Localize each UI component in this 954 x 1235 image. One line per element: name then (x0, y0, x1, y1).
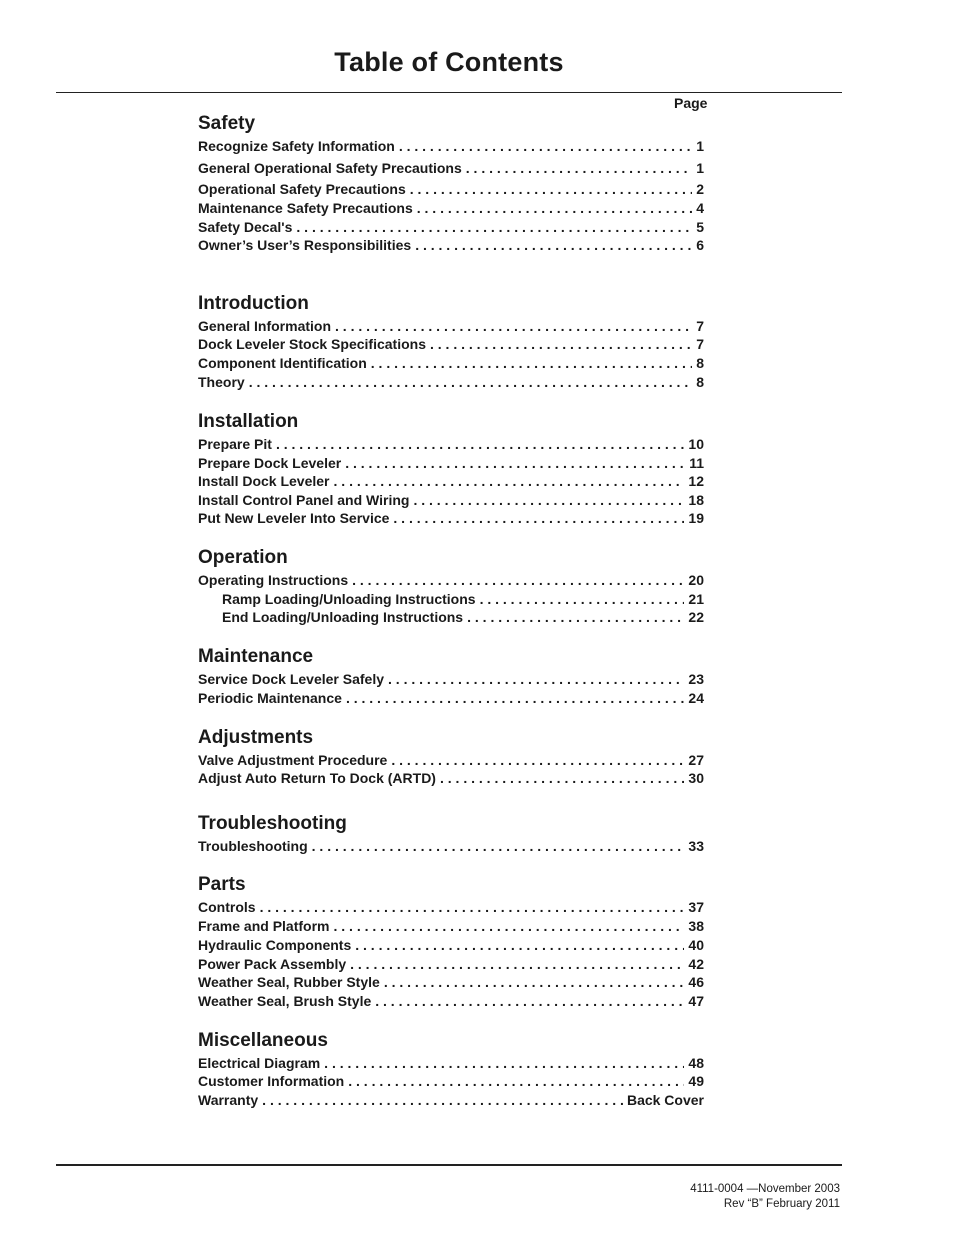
toc-entry[interactable]: Put New Leveler Into Service . . . 19 (198, 510, 704, 527)
toc-entry[interactable]: Component Identification . . . 8 (198, 355, 704, 372)
toc-entry[interactable]: Install Control Panel and Wiring . . . 18 (198, 492, 704, 509)
toc-entry[interactable]: General Operational Safety Precautions . . . 1 (198, 160, 704, 177)
toc-entry[interactable]: Recognize Safety Information . . . 1 (198, 138, 704, 155)
section-heading-safety: Safety (198, 113, 256, 134)
toc-entry[interactable]: Safety Decal's . . . 5 (198, 219, 704, 236)
toc-entry[interactable]: Operational Safety Precautions . . . 2 (198, 181, 704, 198)
toc-entry[interactable]: Theory . . . 8 (198, 374, 704, 391)
page-title: Table of Contents (334, 47, 564, 77)
section-heading-miscellaneous: Miscellaneous (198, 1030, 328, 1051)
document-footer (690, 1182, 840, 1212)
section-heading-troubleshooting: Troubleshooting (198, 813, 347, 834)
toc-entry[interactable]: Electrical Diagram . . . 48 (198, 1055, 704, 1072)
toc-entry[interactable]: Valve Adjustment Procedure . . . 27 (198, 752, 704, 769)
toc-entry[interactable]: Operating Instructions . . . 20 (198, 572, 704, 589)
toc-entry[interactable]: Dock Leveler Stock Specifications . . . 7 (198, 336, 704, 353)
doc-number-date: 4111-0004 —November 2003 (690, 1183, 840, 1195)
revision-date: Rev “B” February 2011 (723, 1198, 840, 1210)
toc-entry[interactable]: Periodic Maintenance . . . 24 (198, 690, 704, 707)
toc-entry[interactable]: Warranty . . . Back Cover (198, 1092, 704, 1109)
bottom-divider (56, 1164, 842, 1166)
toc-entry[interactable]: Adjust Auto Return To Dock (ARTD) . . . 30 (198, 770, 704, 787)
section-heading-introduction: Introduction (198, 293, 309, 314)
toc-entry[interactable]: Troubleshooting . . . 33 (198, 838, 704, 855)
toc-entry[interactable]: Prepare Dock Leveler . . . 11 (198, 455, 704, 472)
toc-entry[interactable]: Ramp Loading/Unloading Instructions . . . 21 (222, 591, 704, 608)
toc-entry[interactable]: Customer Information . . . 49 (198, 1073, 704, 1090)
toc-entry[interactable]: Hydraulic Components . . . 40 (198, 937, 704, 954)
page-column-header: Page (674, 95, 708, 111)
toc-entry[interactable]: Frame and Platform . . . 38 (198, 918, 704, 935)
toc-entry[interactable]: Power Pack Assembly . . . 42 (198, 956, 704, 973)
section-heading-parts: Parts (198, 874, 246, 895)
toc-entry[interactable]: Prepare Pit . . . 10 (198, 436, 704, 453)
toc-entry[interactable]: Weather Seal, Brush Style . . . 47 (198, 993, 704, 1010)
toc-entry[interactable]: Controls . . . 37 (198, 899, 704, 916)
section-heading-installation: Installation (198, 411, 299, 432)
top-divider (56, 92, 842, 93)
section-heading-maintenance: Maintenance (198, 646, 314, 667)
toc-entry[interactable]: Maintenance Safety Precautions . . . 4 (198, 200, 704, 217)
toc-entry[interactable]: Owner’s User’s Responsibilities . . . 6 (198, 237, 704, 254)
section-heading-operation: Operation (198, 547, 288, 568)
section-heading-adjustments: Adjustments (198, 727, 314, 748)
toc-entry[interactable]: Service Dock Leveler Safely . . . 23 (198, 671, 704, 688)
toc-entry[interactable]: Install Dock Leveler . . . 12 (198, 473, 704, 490)
toc-entry[interactable]: Weather Seal, Rubber Style . . . 46 (198, 974, 704, 991)
toc-entry[interactable]: General Information . . . 7 (198, 318, 704, 335)
toc-entry[interactable]: End Loading/Unloading Instructions . . . 22 (222, 609, 704, 626)
